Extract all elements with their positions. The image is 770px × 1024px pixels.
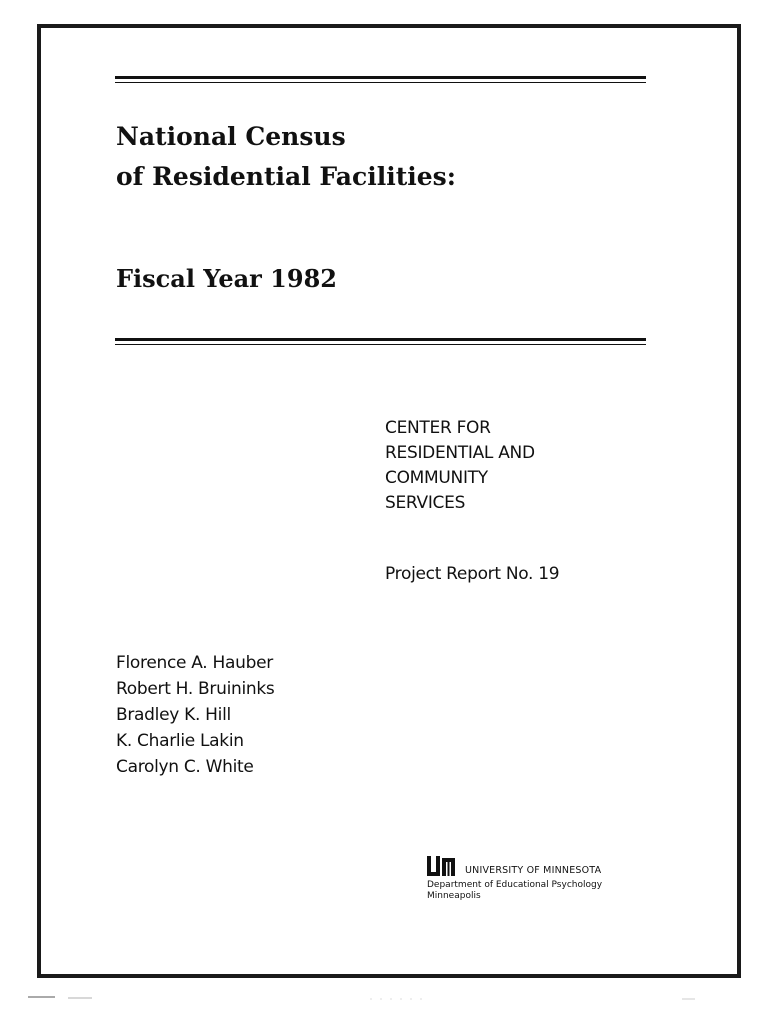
center-name [385, 416, 535, 516]
document-subtitle: Fiscal Year 1982 [116, 264, 337, 293]
top-double-rule [115, 76, 646, 83]
title-line-2: of Residential Facilities: [116, 162, 456, 191]
umn-logo-icon [427, 856, 457, 878]
department-name: Department of Educational Psychology [427, 880, 603, 890]
center-line-3: COMMUNITY [385, 468, 488, 488]
center-line-2: RESIDENTIAL AND [385, 443, 535, 463]
author-name: Robert H. Bruininks [116, 679, 275, 699]
scan-artifacts [0, 995, 770, 1005]
university-department-block [427, 880, 602, 902]
author-list [116, 650, 274, 780]
bottom-double-rule [115, 338, 646, 345]
university-name: UNIVERSITY OF MINNESOTA [465, 865, 602, 876]
center-line-4: SERVICES [385, 493, 466, 513]
center-line-1: CENTER FOR [385, 418, 491, 438]
author-name: K. Charlie Lakin [116, 731, 244, 751]
author-name: Florence A. Hauber [116, 653, 273, 673]
city-name: Minneapolis [427, 891, 481, 901]
title-line-1: National Census [116, 122, 346, 151]
author-name: Bradley K. Hill [116, 705, 231, 725]
author-name: Carolyn C. White [116, 757, 254, 777]
document-title [116, 117, 456, 197]
project-report-number: Project Report No. 19 [385, 564, 560, 584]
